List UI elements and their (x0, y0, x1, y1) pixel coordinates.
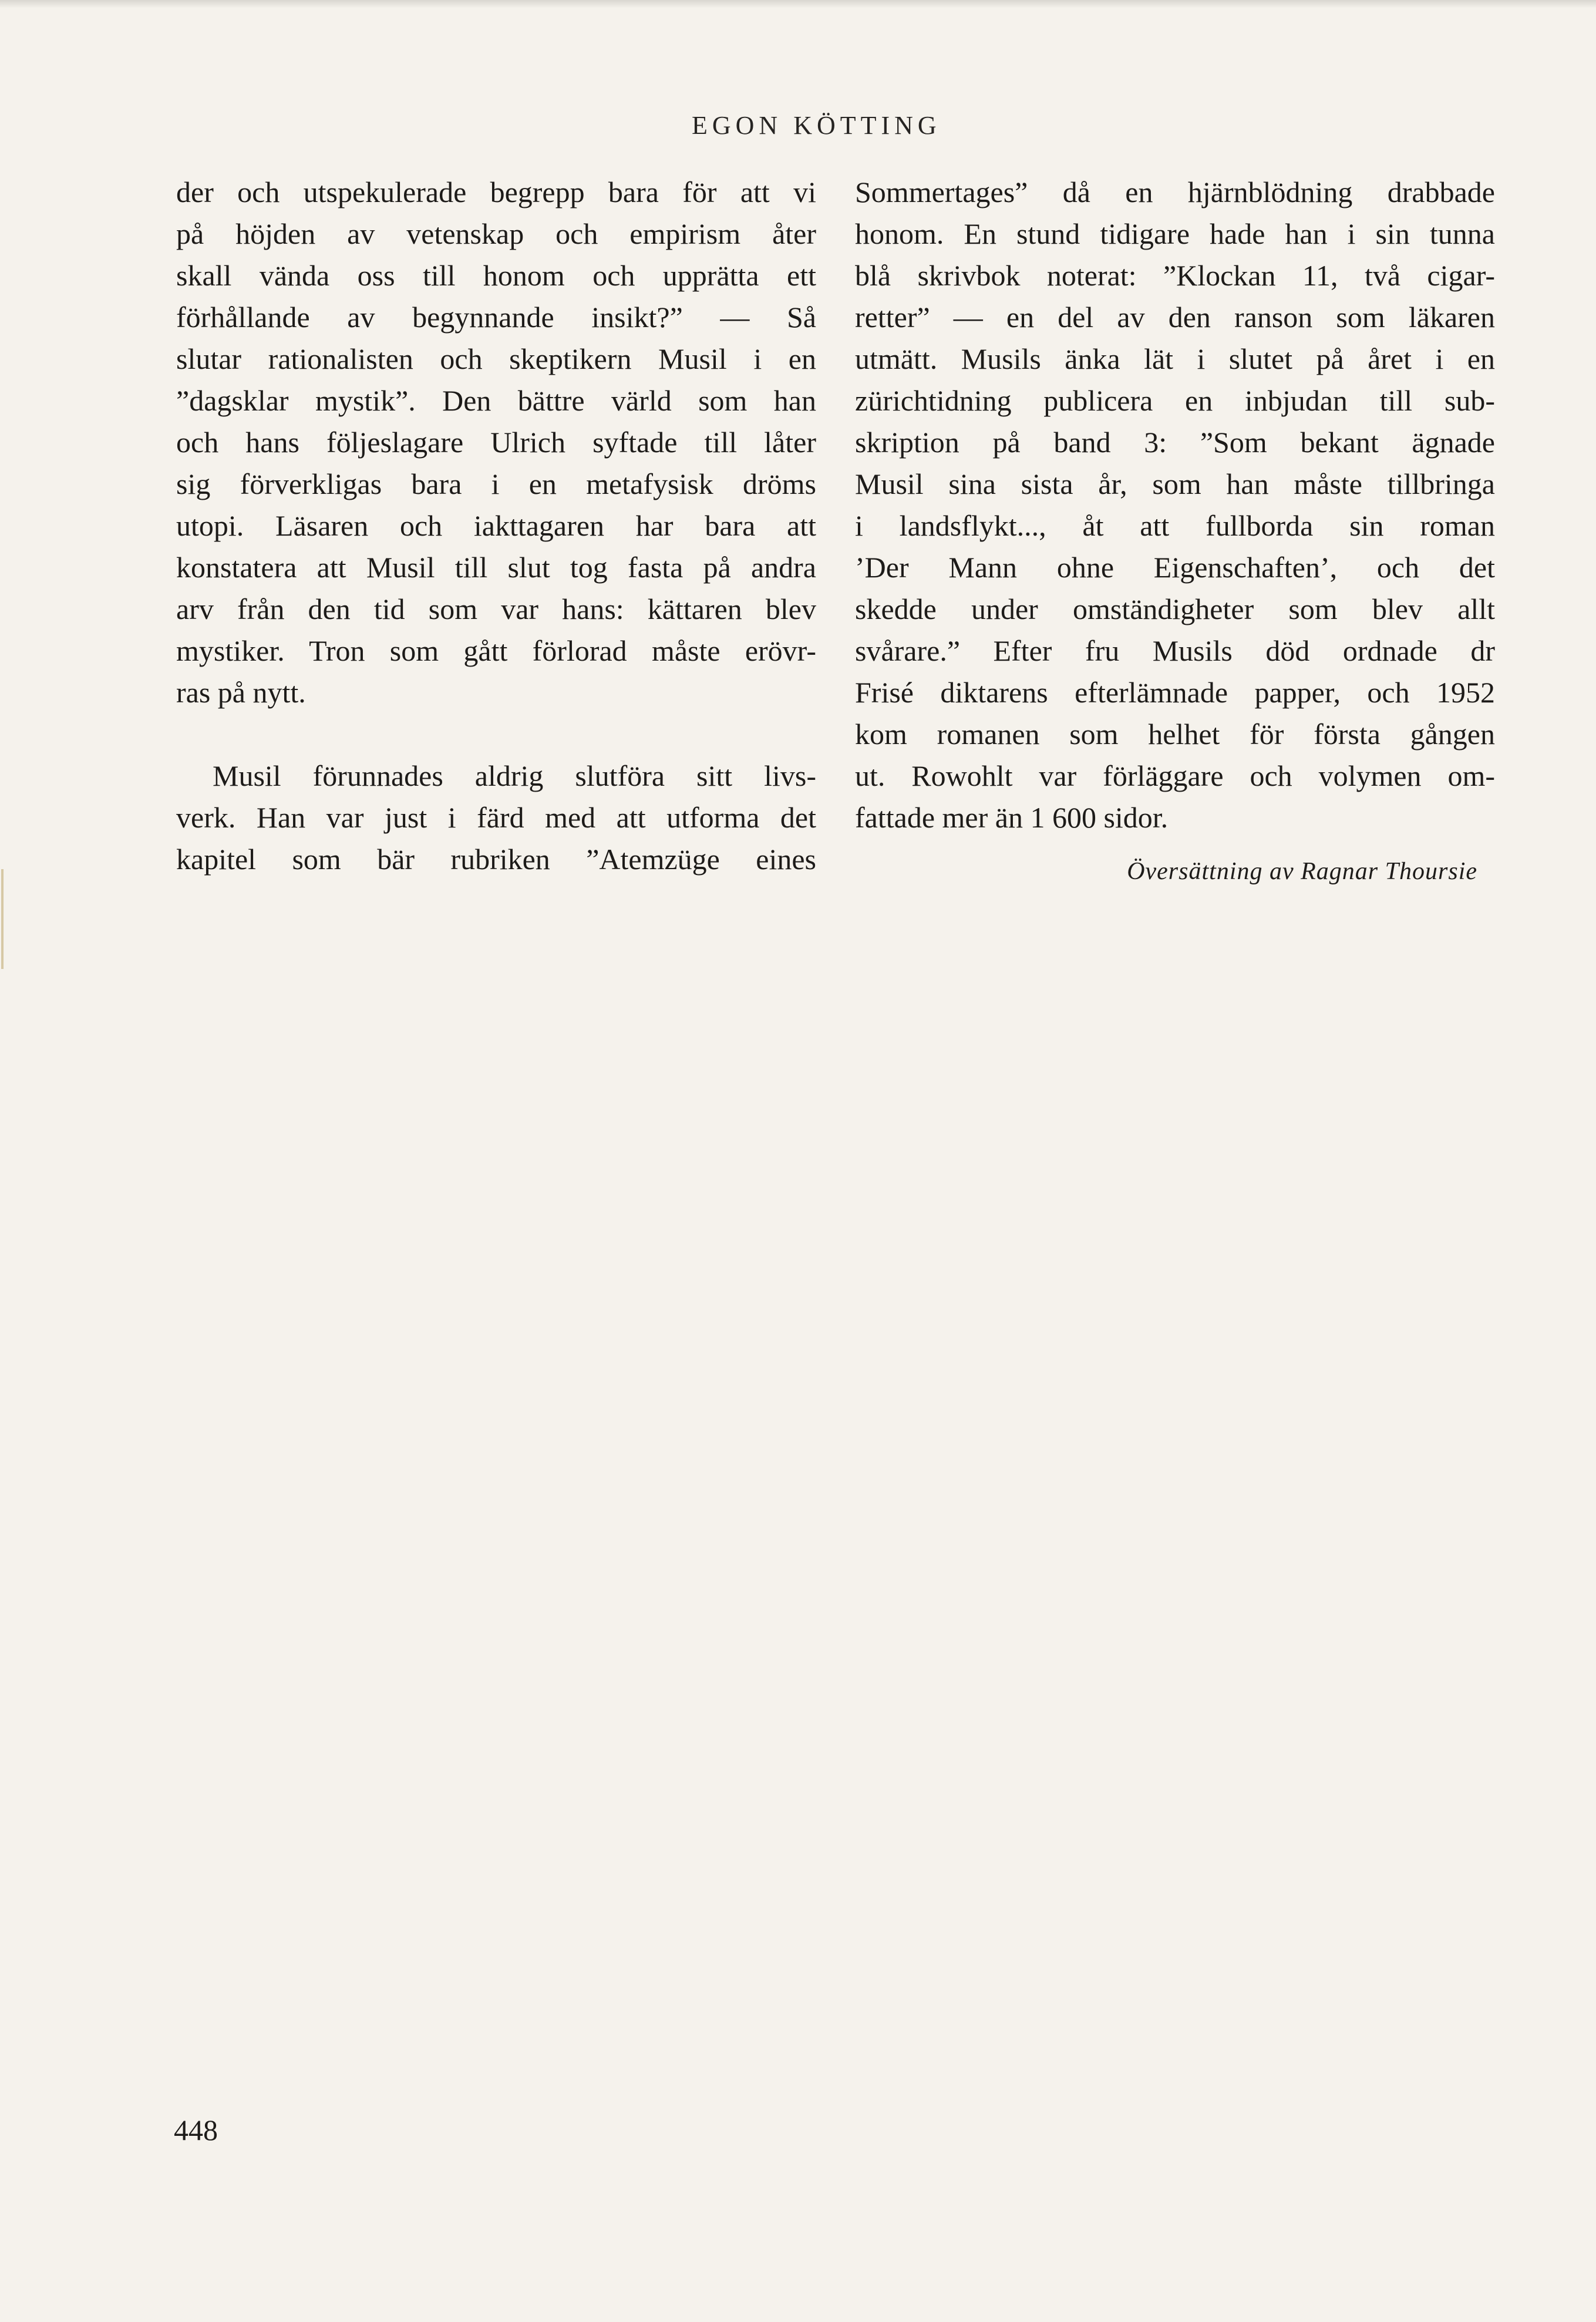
text-line: utmätt. Musils änka lät i slutet på året i en (855, 342, 1495, 375)
text-line: mystiker. Tron som gått förlorad måste erövr- (176, 634, 816, 667)
text-line: och hans följeslagare Ulrich syftade till låter (176, 426, 816, 459)
text-line: arv från den tid som var hans: kättaren blev (176, 593, 816, 625)
text-line: honom. En stund tidigare hade han i sin tunna (855, 217, 1495, 250)
text-line: skedde under omständigheter som blev allt (855, 593, 1495, 625)
text-line: fattade mer än 1 600 sidor. (855, 801, 1169, 834)
text-line: ut. Rowohlt var förläggare och volymen om- (855, 759, 1495, 792)
text-line: Musil sina sista år, som han måste tillbringa (855, 467, 1495, 500)
text-line: ”dagsklar mystik”. Den bättre värld som han (176, 384, 816, 417)
text-line: svårare.” Efter fru Musils död ordnade dr (855, 634, 1495, 667)
text-line: kom romanen som helhet för första gången (855, 718, 1495, 751)
text-line: Sommertages” då en hjärnblödning drabbade (855, 176, 1495, 208)
text-line: der och utspekulerade begrepp bara för att vi (176, 176, 816, 208)
page-edge-shadow (0, 0, 1596, 8)
text-line: ’Der Mann ohne Eigenschaften’, och det (855, 551, 1495, 584)
text-line: i landsflykt..., åt att fullborda sin roman (855, 509, 1495, 542)
text-line: på höjden av vetenskap och empirism åter (176, 217, 816, 250)
text-line: förhållande av begynnande insikt?” — Så (176, 301, 816, 334)
text-line: utopi. Läsaren och iakttagaren har bara att (176, 509, 816, 542)
text-line: skription på band 3: ”Som bekant ägnade (855, 426, 1495, 459)
text-line: Frisé diktarens efterlämnade papper, och 1952 (855, 676, 1495, 709)
text-line: ras på nytt. (176, 676, 306, 709)
text-line: zürichtidning publicera en inbjudan till sub- (855, 384, 1495, 417)
text-line: kapitel som bär rubriken ”Atemzüge eines (176, 843, 816, 876)
text-line: verk. Han var just i färd med att utforma det (176, 801, 816, 834)
paragraph-gap (176, 714, 816, 755)
running-head: EGON KÖTTING (692, 111, 941, 140)
page-number: 448 (174, 2114, 218, 2146)
text-line: sig förverkligas bara i en metafysisk dröms (176, 467, 816, 500)
text-line: slutar rationalisten och skeptikern Musil i en (176, 342, 816, 375)
left-column (176, 171, 816, 880)
text-line: konstatera att Musil till slut tog fasta på andra (176, 551, 816, 584)
right-column (855, 171, 1495, 839)
text-line: retter” — en del av den ranson som läkaren (855, 301, 1495, 334)
text-line: skall vända oss till honom och upprätta ett (176, 259, 816, 292)
text-line: blå skrivbok noterat: ”Klockan 11, två cigar- (855, 259, 1495, 292)
binding-margin-mark (1, 869, 4, 969)
text-line: Musil förunnades aldrig slutföra sitt livs- (213, 759, 816, 792)
translator-credit: Översättning av Ragnar Thoursie (1127, 858, 1477, 885)
